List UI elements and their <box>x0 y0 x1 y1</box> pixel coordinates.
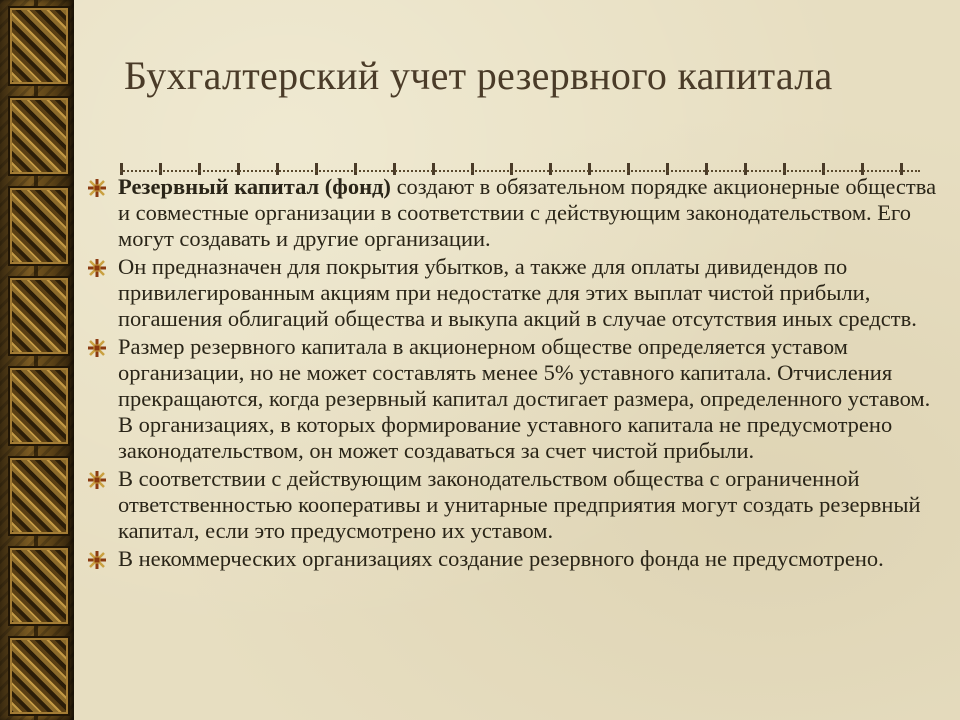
item-text: В соответствии с действующим законодательством общества с ограниченной ответственностью кооперативы и унитарные предприятия могут создать резервный капитал, если это предусмотрено их уставом. <box>118 466 921 543</box>
list-item <box>86 254 942 332</box>
decorative-pane <box>8 456 70 536</box>
list-item <box>86 466 942 544</box>
list-item <box>86 174 942 252</box>
decorative-pane <box>8 276 70 356</box>
bullet-list <box>86 174 942 574</box>
ornate-star-bullet-icon <box>86 178 108 198</box>
ornate-star-bullet-icon <box>86 470 108 490</box>
decorative-pane <box>8 546 70 626</box>
decorative-pane <box>8 6 70 86</box>
list-item <box>86 334 942 464</box>
slide-title: Бухгалтерский учет резервного капитала <box>124 53 833 98</box>
item-text: Размер резервного капитала в акционерном обществе определяется уставом организации, но не может составлять менее 5% уставного капитала. Отчисления прекращаются, когда резервный капитал достигает размера, определенного уставом. В организациях, в которых формирование уставного капитала не предусмотрено законодательством, он может создаваться за счет чистой прибыли. <box>118 334 931 463</box>
ornate-star-bullet-icon <box>86 338 108 358</box>
ornate-star-bullet-icon <box>86 258 108 278</box>
item-text: создают в обязательном порядке акционерные общества и совместные организации в соответствии с действующим законодательством. Его могут создавать и другие организации. <box>118 174 937 251</box>
ornate-star-bullet-icon <box>86 550 108 570</box>
decorative-side-border <box>0 0 74 720</box>
item-text: Он предназначен для покрытия убытков, а также для оплаты дивидендов по привилегированным акциям при недостатке для этих выплат чистой прибыли, погашения облигаций общества и выкупа акций в случае отсутствия иных средств. <box>118 254 917 331</box>
list-item <box>86 546 942 572</box>
decorative-pane <box>8 366 70 446</box>
item-lead-text: Резервный капитал (фонд) <box>118 174 391 199</box>
decorative-pane <box>8 186 70 266</box>
decorative-pane <box>8 636 70 716</box>
decorative-pane <box>8 96 70 176</box>
item-text: В некоммерческих организациях создание резервного фонда не предусмотрено. <box>118 546 884 571</box>
